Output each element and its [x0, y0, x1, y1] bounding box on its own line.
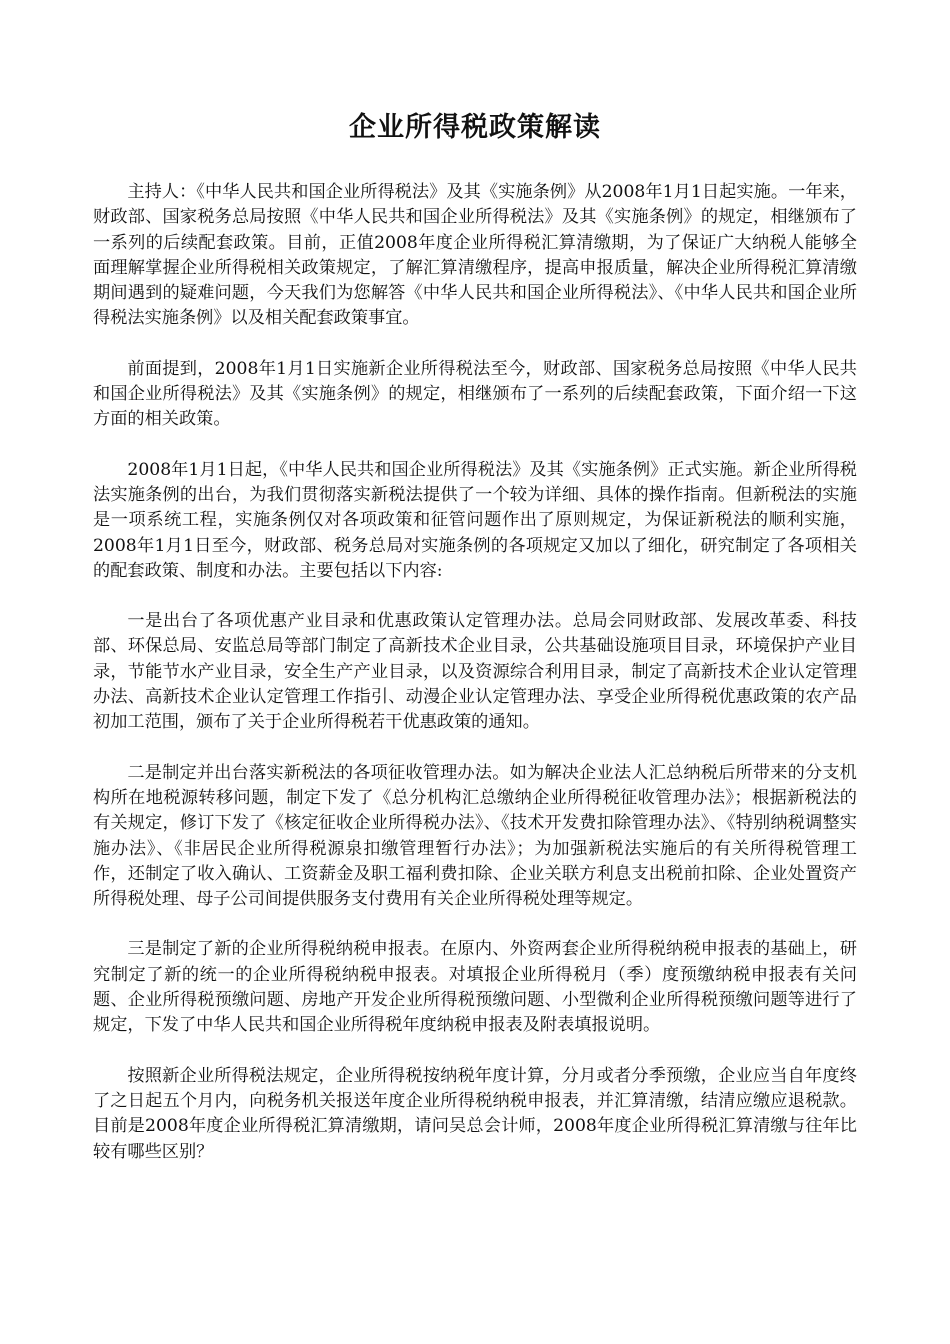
document-title: 企业所得税政策解读 — [349, 112, 601, 143]
paragraph-collection-measures: 二是制定并出台落实新税法的各项征收管理办法。如为解决企业法人汇总纳税后所带来的分支机构所在地税源转移问题，制定下发了《总分机构汇总缴纳企业所得税征收管理办法》；根据新税法的有关规定，修订下发了《核定征收企业所得税办法》、《技术开发费扣除管理办法》、《特别纳税调整实施办法》、《非居民企业所得税源泉扣缴管理暂行办法》；为加强新税法实施后的有关所得税管理工作，还制定了收入确认、工资薪金及职工福利费扣除、企业关联方利息支出税前扣除、企业处置资产所得税处理、母子公司间提供服务支付费用有关企业所得税处理等规定。 — [93, 762, 857, 910]
paragraph-preferential-catalogs: 一是出台了各项优惠产业目录和优惠政策认定管理办法。总局会同财政部、发展改革委、科技部、环保总局、安监总局等部门制定了高新技术企业目录，公共基础设施项目目录，环境保护产业目录，节能节水产业目录，安全生产产业目录，以及资源综合利用目录，制定了高新技术企业认定管理办法、高新技术企业认定管理工作指引、动漫企业认定管理办法、享受企业所得税优惠政策的农产品初加工范围，颁布了关于企业所得税若干优惠政策的通知。 — [93, 611, 857, 733]
paragraph-tax-return-forms: 三是制定了新的企业所得税纳税申报表。在原内、外资两套企业所得税纳税申报表的基础上，研究制定了新的统一的企业所得税纳税申报表。对填报企业所得税月（季）度预缴纳税申报表有关问题、企业所得税预缴问题、房地产开发企业所得税预缴问题、小型微利企业所得税预缴问题等进行了规定，下发了中华人民共和国企业所得税年度纳税申报表及附表填报说明。 — [93, 939, 857, 1036]
document-page — [93, 0, 857, 1165]
paragraph-policy-overview: 前面提到，2008年1月1日实施新企业所得税法至今，财政部、国家税务总局按照《中华人民共和国企业所得税法》及其《实施条例》的规定，相继颁布了一系列的后续配套政策，下面介绍一下这方面的相关政策。 — [93, 358, 857, 430]
paragraph-implementation: 2008年1月1日起，《中华人民共和国企业所得税法》及其《实施条例》正式实施。新企业所得税法实施条例的出台，为我们贯彻落实新税法提供了一个较为详细、具体的操作指南。但新税法的实施是一项系统工程，实施条例仅对各项政策和征管问题作出了原则规定，为保证新税法的顺利实施，2008年1月1日至今，财政部、税务总局对实施条例的各项规定又加以了细化，研究制定了各项相关的配套政策、制度和办法。主要包括以下内容: — [93, 459, 857, 581]
paragraph-annual-settlement-question: 按照新企业所得税法规定，企业所得税按纳税年度计算，分月或者分季预缴，企业应当自年度终了之日起五个月内，向税务机关报送年度企业所得税纳税申报表，并汇算清缴，结清应缴应退税款。目前是2008年度企业所得税汇算清缴期，请问吴总会计师，2008年度企业所得税汇算清缴与往年比较有哪些区别？ — [93, 1065, 857, 1162]
paragraph-host-intro: 主持人：《中华人民共和国企业所得税法》及其《实施条例》从2008年1月1日起实施。一年来，财政部、国家税务总局按照《中华人民共和国企业所得税法》及其《实施条例》的规定，相继颁布了一系列的后续配套政策。目前，正值2008年度企业所得税汇算清缴期，为了保证广大纳税人能够全面理解掌握企业所得税相关政策规定，了解汇算清缴程序，提高申报质量，解决企业所得税汇算清缴期间遇到的疑难问题，今天我们为您解答《中华人民共和国企业所得税法》、《中华人民共和国企业所得税法实施条例》以及相关配套政策事宜。 — [93, 182, 857, 329]
